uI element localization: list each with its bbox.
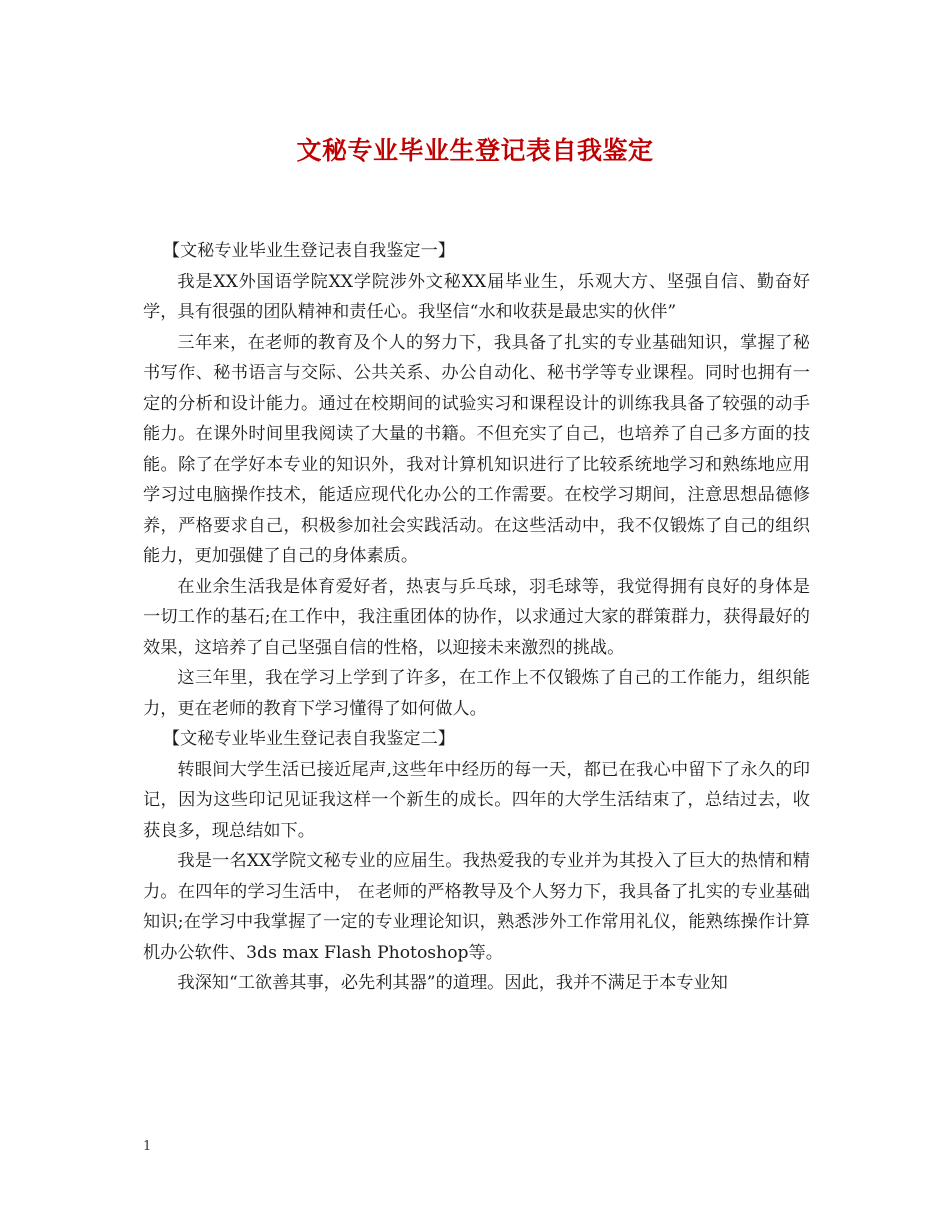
paragraph: 这三年里，我在学习上学到了许多，在工作上不仅锻炼了自己的工作能力，组织能力，更在老师的教育下学习懂得了如何做人。 [143,668,810,719]
document-body [143,236,810,999]
paragraph: 三年来，在老师的教育及个人的努力下，我具备了扎实的专业基础知识，掌握了秘书写作、秘书语言与交际、公共关系、办公自动化、秘书学等专业课程。同时也拥有一定的分析和设计能力。通过在校期间的试验实习和课程设计的训练我具备了较强的动手能力。在课外时间里我阅读了大量的书籍。不但充实了自己，也培养了自己多方面的技能。除了在学好本专业的知识外，我对计算机知识进行了比较系统地学习和熟练地应用学习过电脑操作技术，能适应现代化办公的工作需要。在校学习期间，注意思想品德修养，严格要求自己，积极参加社会实践活动。在这些活动中，我不仅锻炼了自己的组织能力，更加强健了自己的身体素质。 [143,332,810,566]
paragraph: 我是XX外国语学院XX学院涉外文秘XX届毕业生，乐观大方、坚强自信、勤奋好学，具有很强的团队精神和责任心。我坚信“水和收获是最忠实的伙伴” [143,271,810,322]
paragraph: 我深知“工欲善其事，必先利其器”的道理。因此，我并不满足于本专业知 [177,973,728,993]
paragraph: 在业余生活我是体育爱好者，热衷与乒乓球，羽毛球等，我觉得拥有良好的身体是一切工作的基石;在工作中，我注重团体的协作，以求通过大家的群策群力，获得最好的效果，这培养了自己坚强自信的性格，以迎接未来激烈的挑战。 [143,576,810,658]
section-heading-2: 【文秘专业毕业生登记表自我鉴定二】 [162,729,455,749]
section-heading-1: 【文秘专业毕业生登记表自我鉴定一】 [162,241,455,261]
page-number: 1 [143,1139,152,1154]
document-title: 文秘专业毕业生登记表自我鉴定 [296,136,654,165]
paragraph: 转眼间大学生活已接近尾声,这些年中经历的每一天，都已在我心中留下了永久的印记，因为这些印记见证我这样一个新生的成长。四年的大学生活结束了，总结过去，收获良多，现总结如下。 [143,759,810,841]
paragraph: 我是一名XX学院文秘专业的应届生。我热爱我的专业并为其投入了巨大的热情和精力。在四年的学习生活中， 在老师的严格教导及个人努力下，我具备了扎实的专业基础知识;在学习中我掌握了一定的专业理论知识，熟悉涉外工作常用礼仪，能熟练操作计算机办公软件、3ds max Flash Photoshop等。 [143,851,810,963]
